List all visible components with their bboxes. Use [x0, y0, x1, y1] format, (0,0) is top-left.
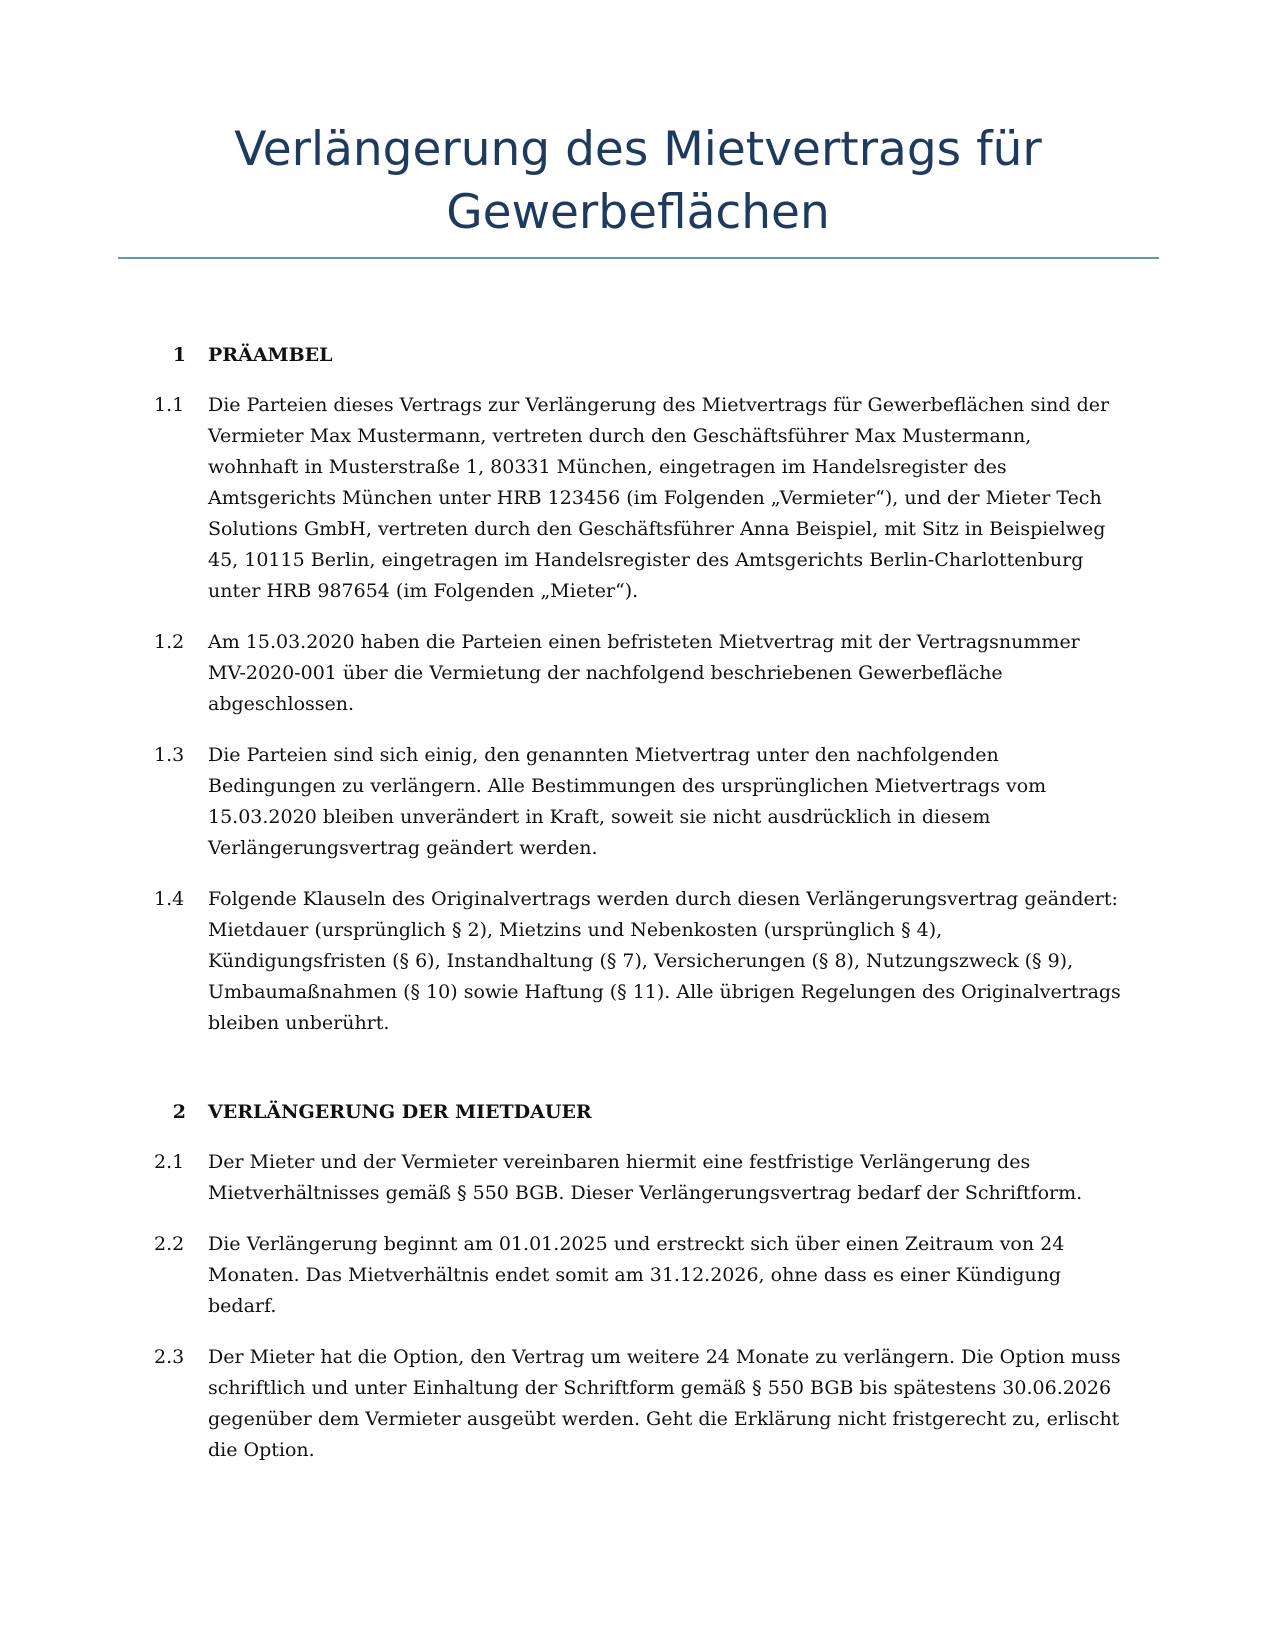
clause-text: Die Parteien dieses Vertrags zur Verlängerung des Mietvertrags für Gewerbeflächen sind der Vermieter Max Mustermann, vertreten durch den Geschäftsführer Max Mustermann, wohnhaft in Musterstraße 1, 80331 München, eingetragen im Handelsregister des Amtsgerichts München unter HRB 123456 (im Folgenden „Vermieter“), und der Mieter Tech Solutions GmbH, vertreten durch den Geschäftsführer Anna Beispiel, mit Sitz in Beispielweg 45, 10115 Berlin, eingetragen im Handelsregister des Amtsgerichts Berlin-Charlottenburg unter HRB 987654 (im Folgenden „Mieter“). [208, 394, 1110, 602]
clause-number: 1.4 [154, 888, 185, 910]
clause-text: Die Verlängerung beginnt am 01.01.2025 und erstreckt sich über einen Zeitraum von 24 Monaten. Das Mietverhältnis endet somit am 31.12.2026, ohne dass es einer Kündigung bedarf. [208, 1233, 1065, 1317]
clause-number: 2.2 [154, 1233, 185, 1255]
clause-text: Folgende Klauseln des Originalvertrags werden durch diesen Verlängerungsvertrag geändert: Mietdauer (ursprünglich § 2), Mietzins und Nebenkosten (ursprünglich § 4), Kündigungsfristen (§ 6), Instandhaltung (§ 7), Versicherungen (§ 8), Nutzungszweck (§ 9), Umbaumaßnahmen (§ 10) sowie Haftung (§ 11). Alle übrigen Regelungen des Originalvertrags bleiben unberührt. [208, 888, 1121, 1034]
section-title: VERLÄNGERUNG DER MIETDAUER [208, 1101, 592, 1123]
document-title [118, 118, 1158, 244]
clause-1-1 [0, 390, 1275, 607]
section-heading [0, 1097, 1275, 1128]
clause-number: 2.3 [154, 1346, 185, 1368]
section-number: 1 [172, 344, 186, 366]
clause-1-4 [0, 884, 1275, 1039]
document-title-line-2: Gewerbeflächen [446, 185, 830, 240]
clause-2-3 [0, 1342, 1275, 1466]
document-title-line-1: Verlängerung des Mietvertrags für [234, 122, 1042, 177]
clause-1-2 [0, 627, 1275, 720]
clause-text: Am 15.03.2020 haben die Parteien einen befristeten Mietvertrag mit der Vertragsnummer MV-2020-001 über die Vermietung der nachfolgend beschriebenen Gewerbefläche abgeschlossen. [208, 631, 1080, 715]
title-block [118, 118, 1158, 244]
clause-2-2 [0, 1229, 1275, 1322]
clause-2-1 [0, 1147, 1275, 1209]
clause-number: 1.3 [154, 744, 185, 766]
section-verlaengerung-der-mietdauer [0, 1097, 1275, 1466]
section-number: 2 [172, 1101, 186, 1123]
title-underline-rule [118, 257, 1159, 259]
section-title: PRÄAMBEL [208, 344, 333, 366]
clause-number: 2.1 [154, 1151, 185, 1173]
clause-text: Der Mieter hat die Option, den Vertrag um weitere 24 Monate zu verlängern. Die Option muss schriftlich und unter Einhaltung der Schriftform gemäß § 550 BGB bis spätestens 30.06.2026 gegenüber dem Vermieter ausgeübt werden. Geht die Erklärung nicht fristgerecht zu, erlischt die Option. [208, 1346, 1121, 1461]
document-body [0, 340, 1275, 1486]
clause-text: Der Mieter und der Vermieter vereinbaren hiermit eine festfristige Verlängerung des Mietverhältnisses gemäß § 550 BGB. Dieser Verlängerungsvertrag bedarf der Schriftform. [208, 1151, 1083, 1204]
section-heading [0, 340, 1275, 371]
clause-number: 1.1 [154, 394, 185, 416]
clause-number: 1.2 [154, 631, 185, 653]
section-praeambel [0, 340, 1275, 1039]
clause-text: Die Parteien sind sich einig, den genannten Mietvertrag unter den nachfolgenden Bedingungen zu verlängern. Alle Bestimmungen des ursprünglichen Mietvertrags vom 15.03.2020 bleiben unverändert in Kraft, soweit sie nicht ausdrücklich in diesem Verlängerungsvertrag geändert werden. [208, 744, 1047, 859]
clause-1-3 [0, 740, 1275, 864]
